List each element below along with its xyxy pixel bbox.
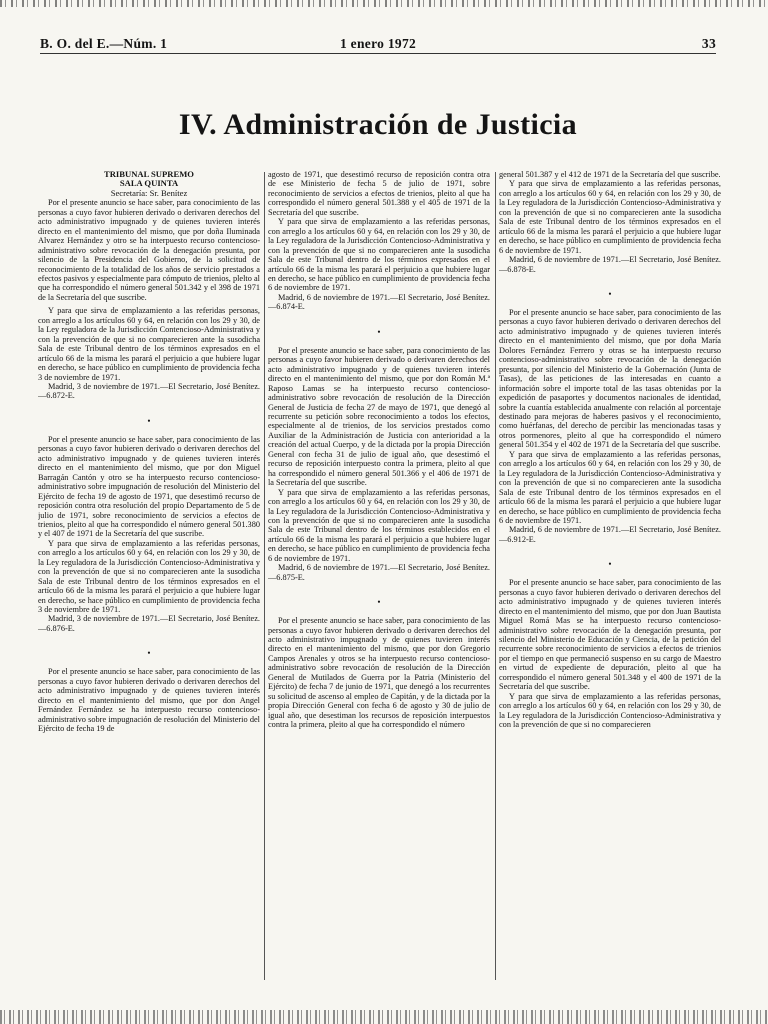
gazette-issue: B. O. del E.—Núm. 1: [40, 36, 168, 51]
notice-paragraph: Y para que sirva de emplazamiento a las referidas personas, con arreglo a los artículos 60 y 64, en relación con los 29 y 30, de la Ley reguladora de la Jurisdicción Contencioso-Administrativa y con la prevención de que si no comparecieren ante la susodicha Sala de este Tribunal dentro de los términos expresados en el artículo 66 de la misma les parará el perjuicio a que hubiere lugar en derecho, se hace público en cumplimiento de providencia fecha 6 de noviembre de 1971.: [499, 449, 721, 525]
column-2: [268, 170, 490, 1000]
notice-signature: Madrid, 6 de noviembre de 1971.—El Secretario, José Benítez.—6.878-E.: [499, 255, 721, 274]
notice-paragraph: general 501.387 y el 412 de 1971 de la Secretaría del que suscribe.: [499, 170, 721, 179]
scan-top-edge: [0, 0, 768, 7]
separator-mark: •: [377, 326, 381, 337]
notice-paragraph: Por el presente anuncio se hace saber, para conocimiento de las personas a cuyo favor hubieren derivado o derivaren derechos del acto administrativo impugnado y de quienes tuvieren interés directo en el mantenimiento del mismo, que por don Angel Fernández Fernández se ha interpuesto recurso contencioso-administrativo sobre impugnación de resolución del Ministerio del Ejército de fecha 19 de: [38, 667, 260, 734]
notice-paragraph: Por el presente anuncio se hace saber, para conocimiento de las personas a cuyo favor hubieren derivado o derivaren derechos del acto administrativo impugnado y de quienes tuvieren interés directo en el mantenimiento del mismo, que por doña María Dolores Fernández Ferrero y otras se ha interpuesto recurso contencioso-administrativo sobre revocación de la denegación presunta, por silencio del Ministerio de la Gobernación (Junta de Tasas), de las peticiones de las interesadas en cuanto a información sobre el importe total de las tasas obtenidas por la expedición de pasaportes y documentos nacionales de identidad, sobre la cuantía establecida anualmente con relación al porcentaje destinado para mejoras de haberes pasivos y el reconocimiento, como huérfanas, del derecho de percibir las mencionadas tasas y otros pormenores, pleito al que ha correspondido el número general 501.354 y el 402 de 1971 de la Secretaría del que suscribe.: [499, 307, 721, 450]
column-divider: [264, 172, 265, 980]
separator-mark: •: [377, 597, 381, 608]
notice-signature: Madrid, 6 de noviembre de 1971.—El Secretario, José Benítez.—6.875-E.: [268, 563, 490, 582]
page-number: 33: [701, 36, 716, 51]
running-header: [40, 36, 716, 52]
notice-paragraph: Por el presente anuncio se hace saber, para conocimiento de las personas a cuyo favor hubieren derivado o derivaren derechos del acto administrativo impugnado y de quienes tuvieren interés directo en el mantenimiento del mismo, que por don Juan Bautista Miguel Romá Mas se ha interpuesto recurso contencioso-administrativo sobre revocación de la denegación presunta, por silencio del Ministerio de Educación y Ciencia, de la petición del recurrente sobre reconocimiento de servicios a efectos de trienios por el tiempo en que permaneció suspenso en su cargo de Maestro en virtud de expediente de depuración, pleito al que ha correspondido el número general 501.348 y el 400 de 1971 de la Secretaría del que suscribe.: [499, 578, 721, 692]
court-heading: TRIBUNAL SUPREMO: [103, 170, 194, 179]
column-1: [38, 170, 260, 1000]
scan-bottom-edge: [0, 1010, 768, 1024]
notice-paragraph: Y para que sirva de emplazamiento a las referidas personas, con arreglo a los artículos 60 y 64, en relación con los 29 y 30, de la Ley reguladora de la Jurisdicción Contencioso-Administrativa y con la prevención de que si no comparecieren ante la susodicha Sala de este Tribunal dentro de los términos expresados en el artículo 66 de la misma les parará el perjuicio a que hubiere lugar en derecho, se hace público en cumplimiento de providencia fecha 3 de noviembre de 1971.: [38, 538, 260, 615]
notice-paragraph: Y para que sirva de emplazamiento a las referidas personas, con arreglo a los artículos 60 y 64, en relación con los 29 y 30, de la Ley reguladora de la Jurisdicción Contencioso-Administrativa y con la prevención de que si no comparecieren: [499, 691, 721, 730]
issue-date: 1 enero 1972: [339, 36, 417, 51]
notice-paragraph: Y para que sirva de emplazamiento a las referidas personas, con arreglo a los artículos 60 y 64, en relación con los 29 y 30, de la Ley reguladora de la Jurisdicción Contencioso-Administrativa y con la prevención de que si no comparecieren ante la susodicha Sala de este Tribunal dentro de los términos establecidos en el artículo 66 de la misma les parará el perjuicio a que hubiere lugar en derecho, se hace público en cumplimiento de providencia fecha 6 de noviembre de 1971.: [268, 487, 490, 563]
notice-paragraph: Por el presente anuncio se hace saber, para conocimiento de las personas a cuyo favor hubieren derivado o derivaren derechos del acto administrativo impugnado y de quienes tuvieren interés directo en el mantenimiento del mismo, que por don Gregorio Campos Arenales y otros se ha interpuesto recurso contencioso-administrativo sobre revocación de resolución de la Dirección General de Mutilados de Guerra por la Patria (Ministerio del Ejército) de fecha 7 de junio de 1971, que denegó a los recurrentes su solicitud de ascenso al empleo de Capitán, y de la dictada por la propia Dirección General con fecha 6 de agosto y 30 de julio de igual año, que desestiman los recursos de reposición interpuestos contra la primera, pleito al que ha correspondido el número: [268, 616, 490, 730]
notice-signature: Madrid, 6 de noviembre de 1971.—El Secretario, José Benítez.—6.874-E.: [268, 292, 490, 312]
notice-paragraph: Y para que sirva de emplazamiento a las referidas personas, con arreglo a los artículos 60 y 64, en relación con los 29 y 30, de la Ley reguladora de la Jurisdicción Contencioso-Administrativa y con la prevención de que si no comparecieren ante la susodicha Sala de este Tribunal dentro de los términos expresados en el artículo 66 de la misma les parará el perjuicio a que hubiere lugar en derecho, se hace público en cumplimiento de providencia fecha 3 de noviembre de 1971.: [38, 306, 260, 382]
chamber-heading: SALA QUINTA: [119, 178, 179, 189]
notice-signature: Madrid, 6 de noviembre de 1971.—El Secretario, José Benítez.—6.912-E.: [499, 525, 721, 544]
separator-mark: •: [147, 415, 151, 426]
notice-signature: Madrid, 3 de noviembre de 1971.—El Secretario, José Benítez.—6.876-E.: [38, 614, 260, 633]
notice-paragraph: agosto de 1971, que desestimó recurso de reposición contra otra de ese Ministerio de fecha 5 de julio de 1971, sobre reconocimiento de servicios a efectos de trienios, pleito al que ha correspondido el número general 501.388 y el 405 de 1971 de la Secretaría del que suscribe.: [268, 170, 490, 217]
notice-paragraph: Por el presente anuncio se hace saber, para conocimiento de las personas a cuyo favor hubieren derivado o derivaren derechos del acto administrativo impugnado y de quienes tuvieren interés directo en el mantenimiento del mismo, que por don Román M.ª Raposo Lamas se ha interpuesto recurso contencioso-administrativo sobre revocación de resolución de la Dirección General de Justicia de fecha 27 de mayo de 1971, que denegó al recurrente su petición sobre reconocimiento a todos los efectos, especialmente al de trienios, de los servicios prestados como Auxiliar de la Administración de Justicia con anterioridad a la creación del actual Cuerpo, y de la dictada por la propia Dirección General con fecha 31 de julio de igual año, que desestimó el recurso de reposición interpuesto contra la primera, pleito al que ha correspondido el número general 501.366 y el 406 de 1971 de la Secretaría del que suscribe.: [268, 345, 490, 488]
header-rule: [40, 53, 716, 54]
section-title: IV. Administración de Justicia: [178, 108, 578, 141]
column-divider: [495, 172, 496, 980]
notice-paragraph: Y para que sirva de emplazamiento a las referidas personas, con arreglo a los artículos 60 y 64, en relación con los 29 y 30, de la Ley reguladora de la Jurisdicción Contencioso-Administrativa y con la prevención de que si no comparecieren ante la susodicha Sala de este Tribunal dentro de los términos expresados en el artículo 66 de la misma les parará el perjuicio a que hubiere lugar en derecho, se hace público en cumplimiento de providencia fecha 6 de noviembre de 1971.: [499, 179, 721, 255]
column-3: [499, 170, 721, 1000]
notice-paragraph: Por el presente anuncio se hace saber, para conocimiento de las personas a cuyo favor hubieren derivado o derivaren derechos del acto administrativo impugnado y de quienes tuvieren interés directo en el mantenimiento del mismo, que por doña Iluminada Alvarez Hernández y otro se ha interpuesto recurso contencioso-administrativo sobre revocación de la denegación presunta, por silencio de la Presidencia del Gobierno, de la solicitud de reconocimiento de la totalidad de los años de servicio prestados a efectos pasivos y especialmente para cómputo de trienios, plelto al que ha correspondido el número general 501.342 y el 398 de 1971 de la Secretaría del que suscribe.: [38, 198, 260, 302]
separator-mark: •: [608, 288, 612, 299]
notice-paragraph: Y para que sirva de emplazamiento a las referidas personas, con arreglo a los artículos 60 y 64, en relación con los 29 y 30, de la Ley reguladora de la Jurisdicción Contencioso-Administrativa y con la prevención de que si no comparecieren ante la susodicha Sala de este Tribunal dentro de los términos expresados en el artículo 66 de la misma les parará el perjuicio a que hubiere lugar en derecho, se hace público en cumplimiento de providencia fecha 6 de noviembre de 1971.: [268, 217, 490, 293]
notice-paragraph: Por el presente anuncio se hace saber, para conocimiento de las personas a cuyo favor hubieren derivado o derivaren derechos del acto administrativo impugnado y de quienes tuvieren interés directo en el mantenimiento del mismo, que por don Miguel Barragán Cantón y otro se ha interpuesto recurso contencioso-administrativo sobre impugnación de resolución del Ministerio del Ejército de fecha 19 de agosto de 1971, que desestimó recurso de reposición contra otra resolución del propio Departamento de 5 de julio de 1971, sobre reconocimiento de servicios a efectos de trienios, pleito al que ha correspondido el número general 501.380 y el 407 de 1971 de la Secretaría del que suscribe.: [38, 434, 260, 539]
separator-mark: •: [608, 559, 612, 570]
notice-signature: Madrid, 3 de noviembre de 1971.—El Secretario, José Benítez.—6.872-E.: [38, 381, 260, 401]
secretary-line: Secretaría: Sr. Benítez: [110, 187, 188, 198]
separator-mark: •: [147, 648, 151, 659]
